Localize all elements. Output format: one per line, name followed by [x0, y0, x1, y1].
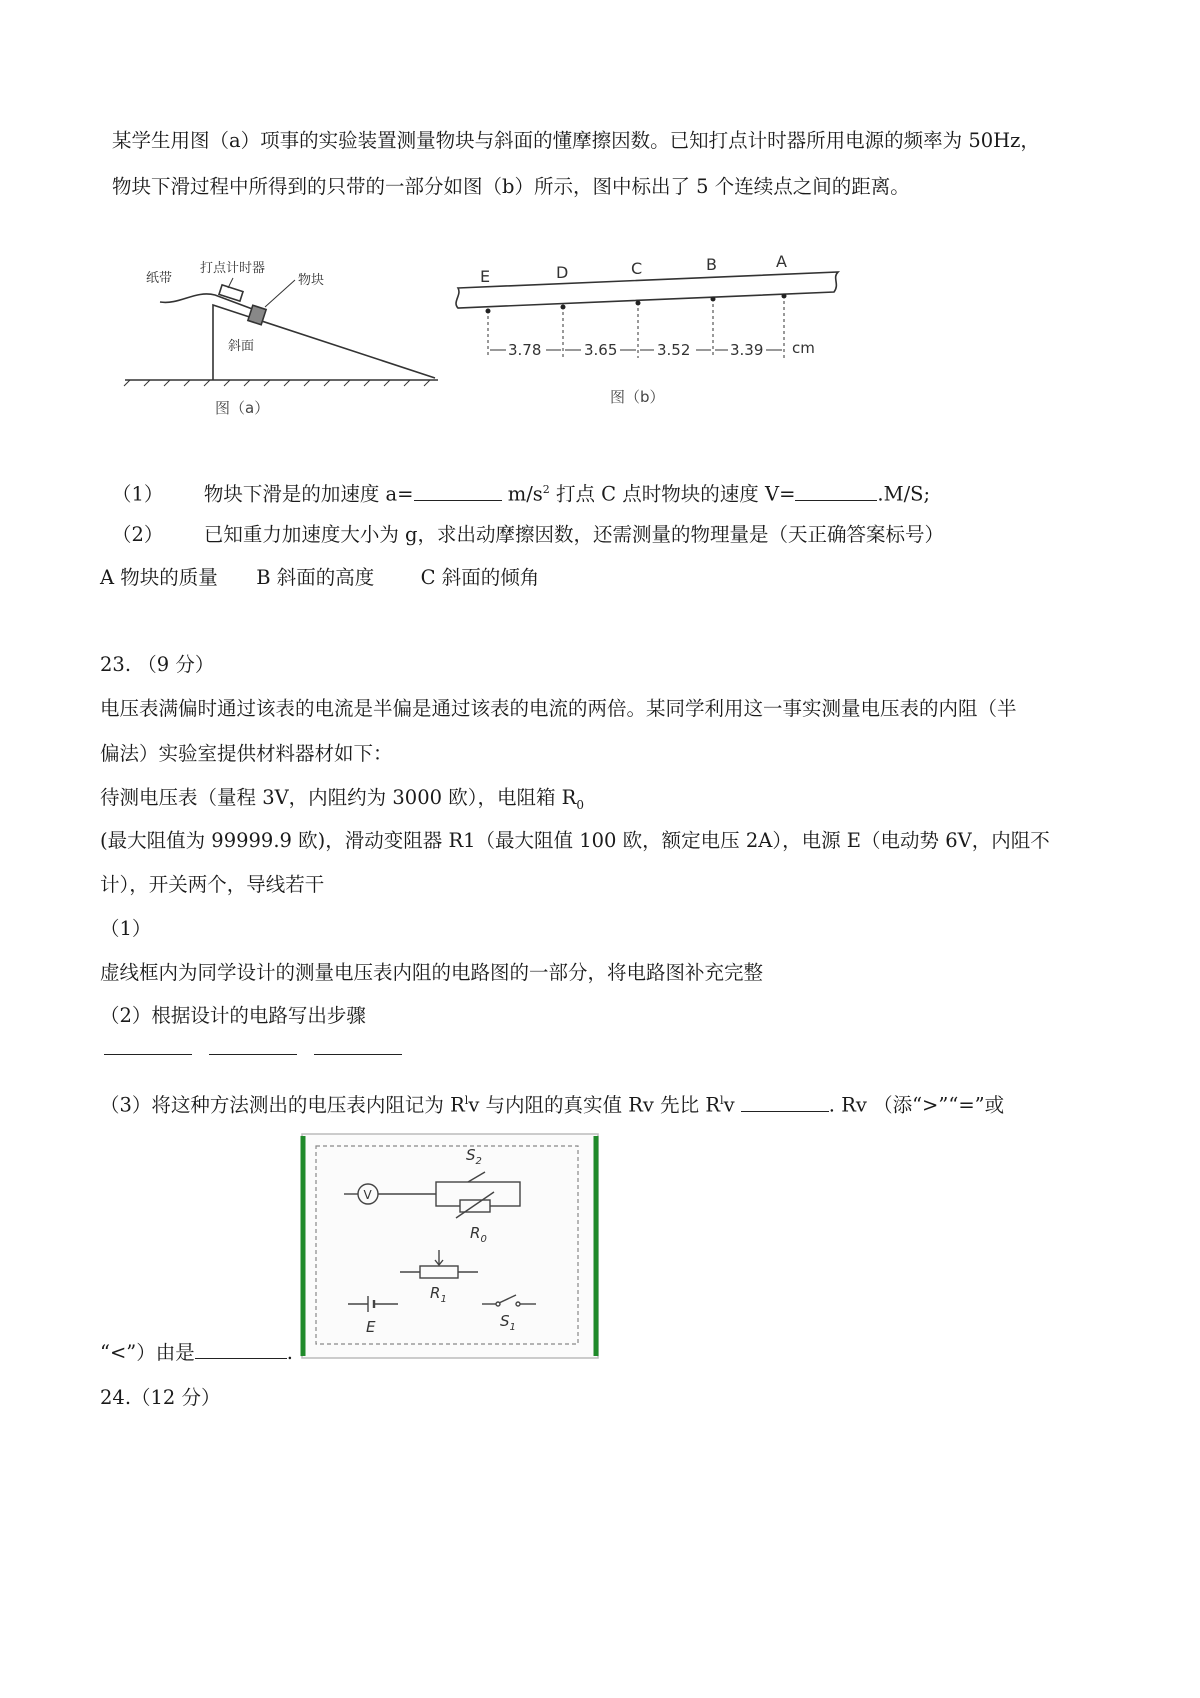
- q22-options: [100, 565, 539, 591]
- q22-part1-number: （1）: [112, 482, 164, 506]
- r0-label: R: [470, 1224, 481, 1242]
- q23-line-4: (最大阻值为 99999.9 欧)，滑动变阻器 R1（最大阻值 100 欧，额定电压 2A），电源 E（电动势 6V，内阻不: [100, 829, 1050, 852]
- q23-part3: [100, 1088, 1004, 1119]
- s1-label: S: [500, 1312, 510, 1330]
- voltmeter-symbol: V: [363, 1188, 372, 1202]
- q22-part2-text: 已知重力加速度大小为 g，求出动摩擦因数，还需测量的物理量是（天正确答案标号）: [203, 523, 945, 546]
- distance-cb: 3.52: [657, 341, 691, 359]
- answer-blank-reason[interactable]: [195, 1340, 287, 1359]
- q23-part1-text: 虚线框内为同学设计的测量电压表内阻的电路图的一部分，将电路图补充完整: [100, 961, 764, 984]
- label-timer: 打点计时器: [200, 261, 266, 276]
- q23-part3-end: [100, 1340, 293, 1366]
- q23-part3-text-d: . Rv （添“>”“=”或: [828, 1093, 1005, 1117]
- figure-b-tape-diagram: [448, 250, 868, 420]
- intro-line-2: 物块下滑过程中所得到的只带的一部分如图（b）所示，图中标出了 5 个连续点之间的距离。: [112, 175, 910, 198]
- r1-label: R: [430, 1284, 441, 1302]
- q23-step-blanks: [104, 1036, 402, 1059]
- step-blank-1[interactable]: [104, 1036, 192, 1055]
- q22-part1-text-c: .M/S;: [877, 482, 931, 506]
- q22-part1-text-a: 物块下滑是的加速度 a=: [203, 482, 414, 506]
- option-a[interactable]: A 物块的质量: [100, 566, 218, 589]
- step-blank-3[interactable]: [314, 1036, 402, 1055]
- q22-part1: [112, 477, 930, 508]
- q23-part3-text-a: （3）将这种方法测出的电压表内阻记为 R: [100, 1093, 465, 1117]
- q23-line-3: [100, 785, 584, 818]
- q23-header: 23. （9 分）: [100, 653, 215, 676]
- q22-part2: [112, 522, 944, 548]
- circuit-diagram: [300, 1132, 600, 1360]
- q23-line-5: 计），开关两个，导线若干: [100, 873, 325, 896]
- s1-sub: 1: [509, 1322, 516, 1333]
- q23-part3-end-text: “<”）由是: [100, 1341, 195, 1364]
- q23-part1-number: （1）: [100, 917, 152, 940]
- point-a-label: A: [776, 252, 787, 271]
- label-block: 物块: [298, 273, 325, 288]
- s2-sub: 2: [475, 1156, 482, 1167]
- answer-blank-velocity[interactable]: [795, 482, 877, 501]
- q24-header: 24.（12 分）: [100, 1386, 221, 1409]
- option-b[interactable]: B 斜面的高度: [256, 566, 375, 589]
- caption-b: 图（b）: [610, 388, 665, 406]
- q23-line-3-text: 待测电压表（量程 3V，内阻约为 3000 欧），电阻箱 R: [100, 786, 577, 809]
- point-e-label: E: [480, 267, 491, 286]
- q22-part1-unit-sup: 2: [542, 483, 550, 496]
- label-tape: 纸带: [146, 271, 173, 286]
- point-c-label: C: [631, 259, 643, 278]
- answer-blank-acceleration[interactable]: [414, 482, 502, 501]
- q23-part3-end-period: .: [286, 1341, 293, 1364]
- q23-part3-sup-2: l: [720, 1094, 724, 1107]
- distance-dc: 3.65: [584, 341, 618, 359]
- s2-label: S: [466, 1146, 476, 1164]
- q23-part3-sup-1: l: [464, 1094, 469, 1107]
- step-blank-2[interactable]: [209, 1036, 297, 1055]
- distance-ba: 3.39: [730, 341, 764, 359]
- q23-part2: （2）根据设计的电路写出步骤: [100, 1004, 366, 1027]
- q23-line-3-sub: 0: [576, 797, 584, 812]
- q23-line-1: 电压表满偏时通过该表的电流是半偏是通过该表的电流的两倍。某同学利用这一事实测量电压表的内阻（半: [100, 697, 1017, 720]
- caption-a: 图（a）: [215, 399, 270, 417]
- figure-a-incline-diagram: [120, 250, 450, 430]
- q22-part2-number: （2）: [112, 523, 164, 546]
- q22-part1-text-b: 打点 C 点时物块的速度 V=: [555, 482, 796, 506]
- q23-line-2: 偏法）实验室提供材料器材如下：: [100, 742, 393, 765]
- option-c[interactable]: C 斜面的倾角: [420, 566, 540, 589]
- r1-sub: 1: [440, 1294, 447, 1305]
- r0-sub: 0: [480, 1234, 487, 1245]
- label-slope: 斜面: [228, 339, 255, 354]
- q22-part1-unit: m/s: [507, 482, 543, 506]
- e-label: E: [366, 1318, 376, 1336]
- intro-line-1: 某学生用图（a）项事的实验装置测量物块与斜面的懂摩擦因数。已知打点计时器所用电源的频率为 50Hz，: [112, 129, 1040, 152]
- point-d-label: D: [556, 263, 569, 282]
- distance-ed: 3.78: [508, 341, 542, 359]
- q23-part3-text-b: v 与内阻的真实值 Rv 先比 R: [468, 1093, 721, 1117]
- point-b-label: B: [706, 255, 717, 274]
- q23-part3-text-c: v: [723, 1093, 735, 1117]
- distance-unit: cm: [792, 339, 815, 357]
- answer-blank-compare[interactable]: [741, 1093, 829, 1112]
